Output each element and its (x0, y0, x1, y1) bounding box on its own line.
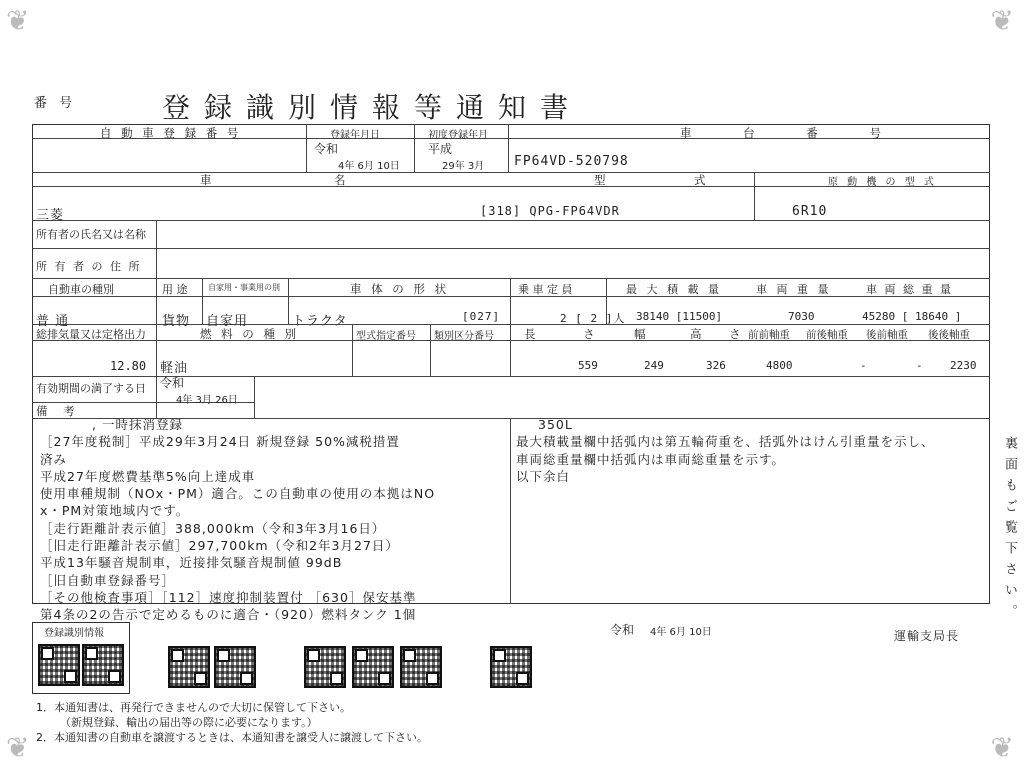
max-load-label: 最 大 積 載 量 (626, 283, 722, 296)
gross-weight: 45280 [ 18640 ] (862, 310, 962, 323)
chassis-number-label: 車 台 番 号 (680, 126, 905, 140)
width-value: 249 (644, 359, 664, 372)
corner-ornament-bottom-left: ❦ (6, 731, 30, 764)
vehicle-weight: 7030 (788, 310, 815, 323)
remarks-right (516, 416, 935, 485)
qr-label: 登録識別情報 (44, 628, 104, 639)
vehicle-name-label-b: 名 (334, 173, 349, 187)
side-note: 裏面もご覧下さい。 (1002, 436, 1017, 625)
length-value: 559 (578, 359, 598, 372)
body-shape-label: 車 体 の 形 状 (350, 282, 450, 296)
gross-weight-label: 車 両 総 重 量 (866, 283, 953, 296)
capacity: 2 [ 2 ]人 (560, 312, 626, 325)
issue-era: 令和 (610, 623, 635, 637)
qr-code (82, 644, 124, 686)
reg-era: 令和 (314, 142, 339, 156)
qr-code (400, 646, 442, 688)
private-business-label: 自家用・事業用の別 (208, 283, 280, 292)
first-reg-date: 29年 3月 (442, 161, 485, 172)
model-label-b: 式 (694, 173, 709, 187)
remark-line: ［27年度税制］平成29年3月24日 新規登録 50%減税措置 (40, 434, 400, 450)
vehicle-name-label-a: 車 (200, 173, 215, 187)
rear-front-axle: - (916, 359, 924, 372)
remark-line: 第4条の2の告示で定めるものに適合・（920）燃料タンク 1個 (40, 607, 417, 623)
qr-code (490, 646, 532, 688)
note-2: 2．本通知書の自動車を譲渡するときは、本通知書を譲受人に譲渡して下さい。 (36, 731, 428, 744)
reg-number-label: 自 動 車 登 録 番 号 (100, 126, 242, 140)
reg-date: 4年 6月 10日 (338, 161, 400, 172)
fuel-type: 軽油 (160, 361, 189, 376)
document-title: 登録識別情報等通知書 (162, 91, 583, 124)
corner-ornament-top-left: ❦ (6, 4, 30, 37)
length-label: 長 さ (524, 327, 617, 341)
displacement-label: 総排気量又は定格出力 (36, 328, 146, 341)
issue-date: 4年 6月 10日 (650, 627, 712, 638)
remark-line: 車両総重量欄中括弧内は車両総重量を示す。 (516, 451, 786, 467)
vehicle-maker: 三菱 (36, 208, 65, 223)
fuel-type-label: 燃 料 の 種 別 (200, 327, 300, 341)
rear-front-axle-label: 後前軸重 (866, 329, 908, 341)
vehicle-weight-label: 車 両 重 量 (756, 283, 832, 296)
qr-code (168, 646, 210, 688)
note-1b: （新規登録、輸出の届出等の際に必要になります。） (60, 716, 318, 729)
first-reg-era: 平成 (428, 142, 453, 156)
front-rear-axle-label: 前後軸重 (806, 329, 848, 341)
qr-code (214, 646, 256, 688)
expiry-date: 4年 3月 26日 (176, 395, 238, 406)
private-value: 自家用 (206, 314, 249, 329)
front-front-axle-label: 前前軸重 (748, 329, 790, 341)
issuer: 運輸支局長 (894, 629, 960, 643)
height-value: 326 (706, 359, 726, 372)
body-code: [027] (462, 310, 501, 323)
front-front-axle: 4800 (766, 359, 793, 372)
remarks-left (36, 416, 435, 624)
use-label: 用 途 (162, 283, 188, 296)
rear-rear-axle: 2230 (950, 359, 977, 372)
owner-address-label: 所 有 者 の 住 所 (36, 260, 142, 273)
width-label: 幅 (634, 327, 649, 341)
number-label: 番 号 (34, 96, 77, 111)
first-reg-label: 初度登録年月 (428, 130, 488, 141)
front-rear-axle: - (860, 359, 868, 372)
max-load: 38140 [11500] (636, 310, 723, 323)
class-number-label: 類別区分番号 (434, 331, 494, 342)
remark-line: 平成13年騒音規制車，近接排気騒音規制値 99dB (40, 555, 343, 571)
qr-code (38, 644, 80, 686)
vehicle-kind-label: 自動車の種別 (48, 283, 114, 296)
note-1: 1．本通知書は、再発行できませんので大切に保管して下さい。 (36, 701, 351, 714)
reg-date-label: 登録年月日 (330, 130, 380, 141)
remark-line: 以下余白 (516, 468, 571, 484)
chassis-number: FP64VD-520798 (514, 154, 629, 169)
body-shape: トラクタ (292, 314, 348, 329)
corner-ornament-bottom-right: ❦ (990, 731, 1014, 764)
remark-line: 使用車種規制（NOx・PM）適合。この自動車の使用の本拠はNO (40, 486, 436, 502)
use-value: 貨物 (162, 314, 191, 329)
remark-line: 350L (538, 417, 573, 432)
qr-code (304, 646, 346, 688)
owner-name-label: 所有者の氏名又は名称 (36, 228, 146, 241)
remarks-label: 備 考 (36, 404, 81, 418)
model-label-a: 型 (594, 173, 609, 187)
remark-line: 済み (40, 451, 68, 467)
displacement: 12.80 (110, 359, 147, 373)
remark-line: 平成27年度燃費基準5%向上達成車 (40, 468, 256, 484)
qr-code (352, 646, 394, 688)
engine-model: 6R10 (792, 204, 828, 219)
corner-ornament-top-right: ❦ (990, 4, 1014, 37)
expiry-label: 有効期間の満了する日 (36, 382, 146, 395)
remark-line: ［旧走行距離計表示値］297,700km（令和2年3月27日） (40, 538, 399, 554)
height-label: 高 さ (690, 327, 753, 341)
remark-line: , 一時抹消登録 (92, 417, 183, 432)
remark-line: ［旧自動車登録番号］ (40, 572, 176, 588)
remark-line: x・PM対策地域内です。 (40, 503, 190, 519)
remark-line: ［その他検査事項］［112］速度抑制装置付 ［630］保安基準 (40, 589, 417, 605)
rear-rear-axle-label: 後後軸重 (928, 329, 970, 341)
capacity-label: 乗 車 定 員 (518, 283, 573, 296)
remark-line: 最大積載量欄中括弧内は第五輪荷重を、括弧外はけん引重量を示し、 (516, 434, 935, 450)
expiry-era: 令和 (160, 376, 185, 390)
type-designation-label: 型式指定番号 (356, 331, 416, 342)
vehicle-model: [318] QPG-FP64VDR (480, 204, 620, 218)
remark-line: ［走行距離計表示値］388,000km（令和3年3月16日） (40, 520, 386, 536)
engine-model-label: 原 動 機 の 型 式 (828, 177, 937, 188)
vehicle-kind: 普 通 (36, 314, 70, 329)
